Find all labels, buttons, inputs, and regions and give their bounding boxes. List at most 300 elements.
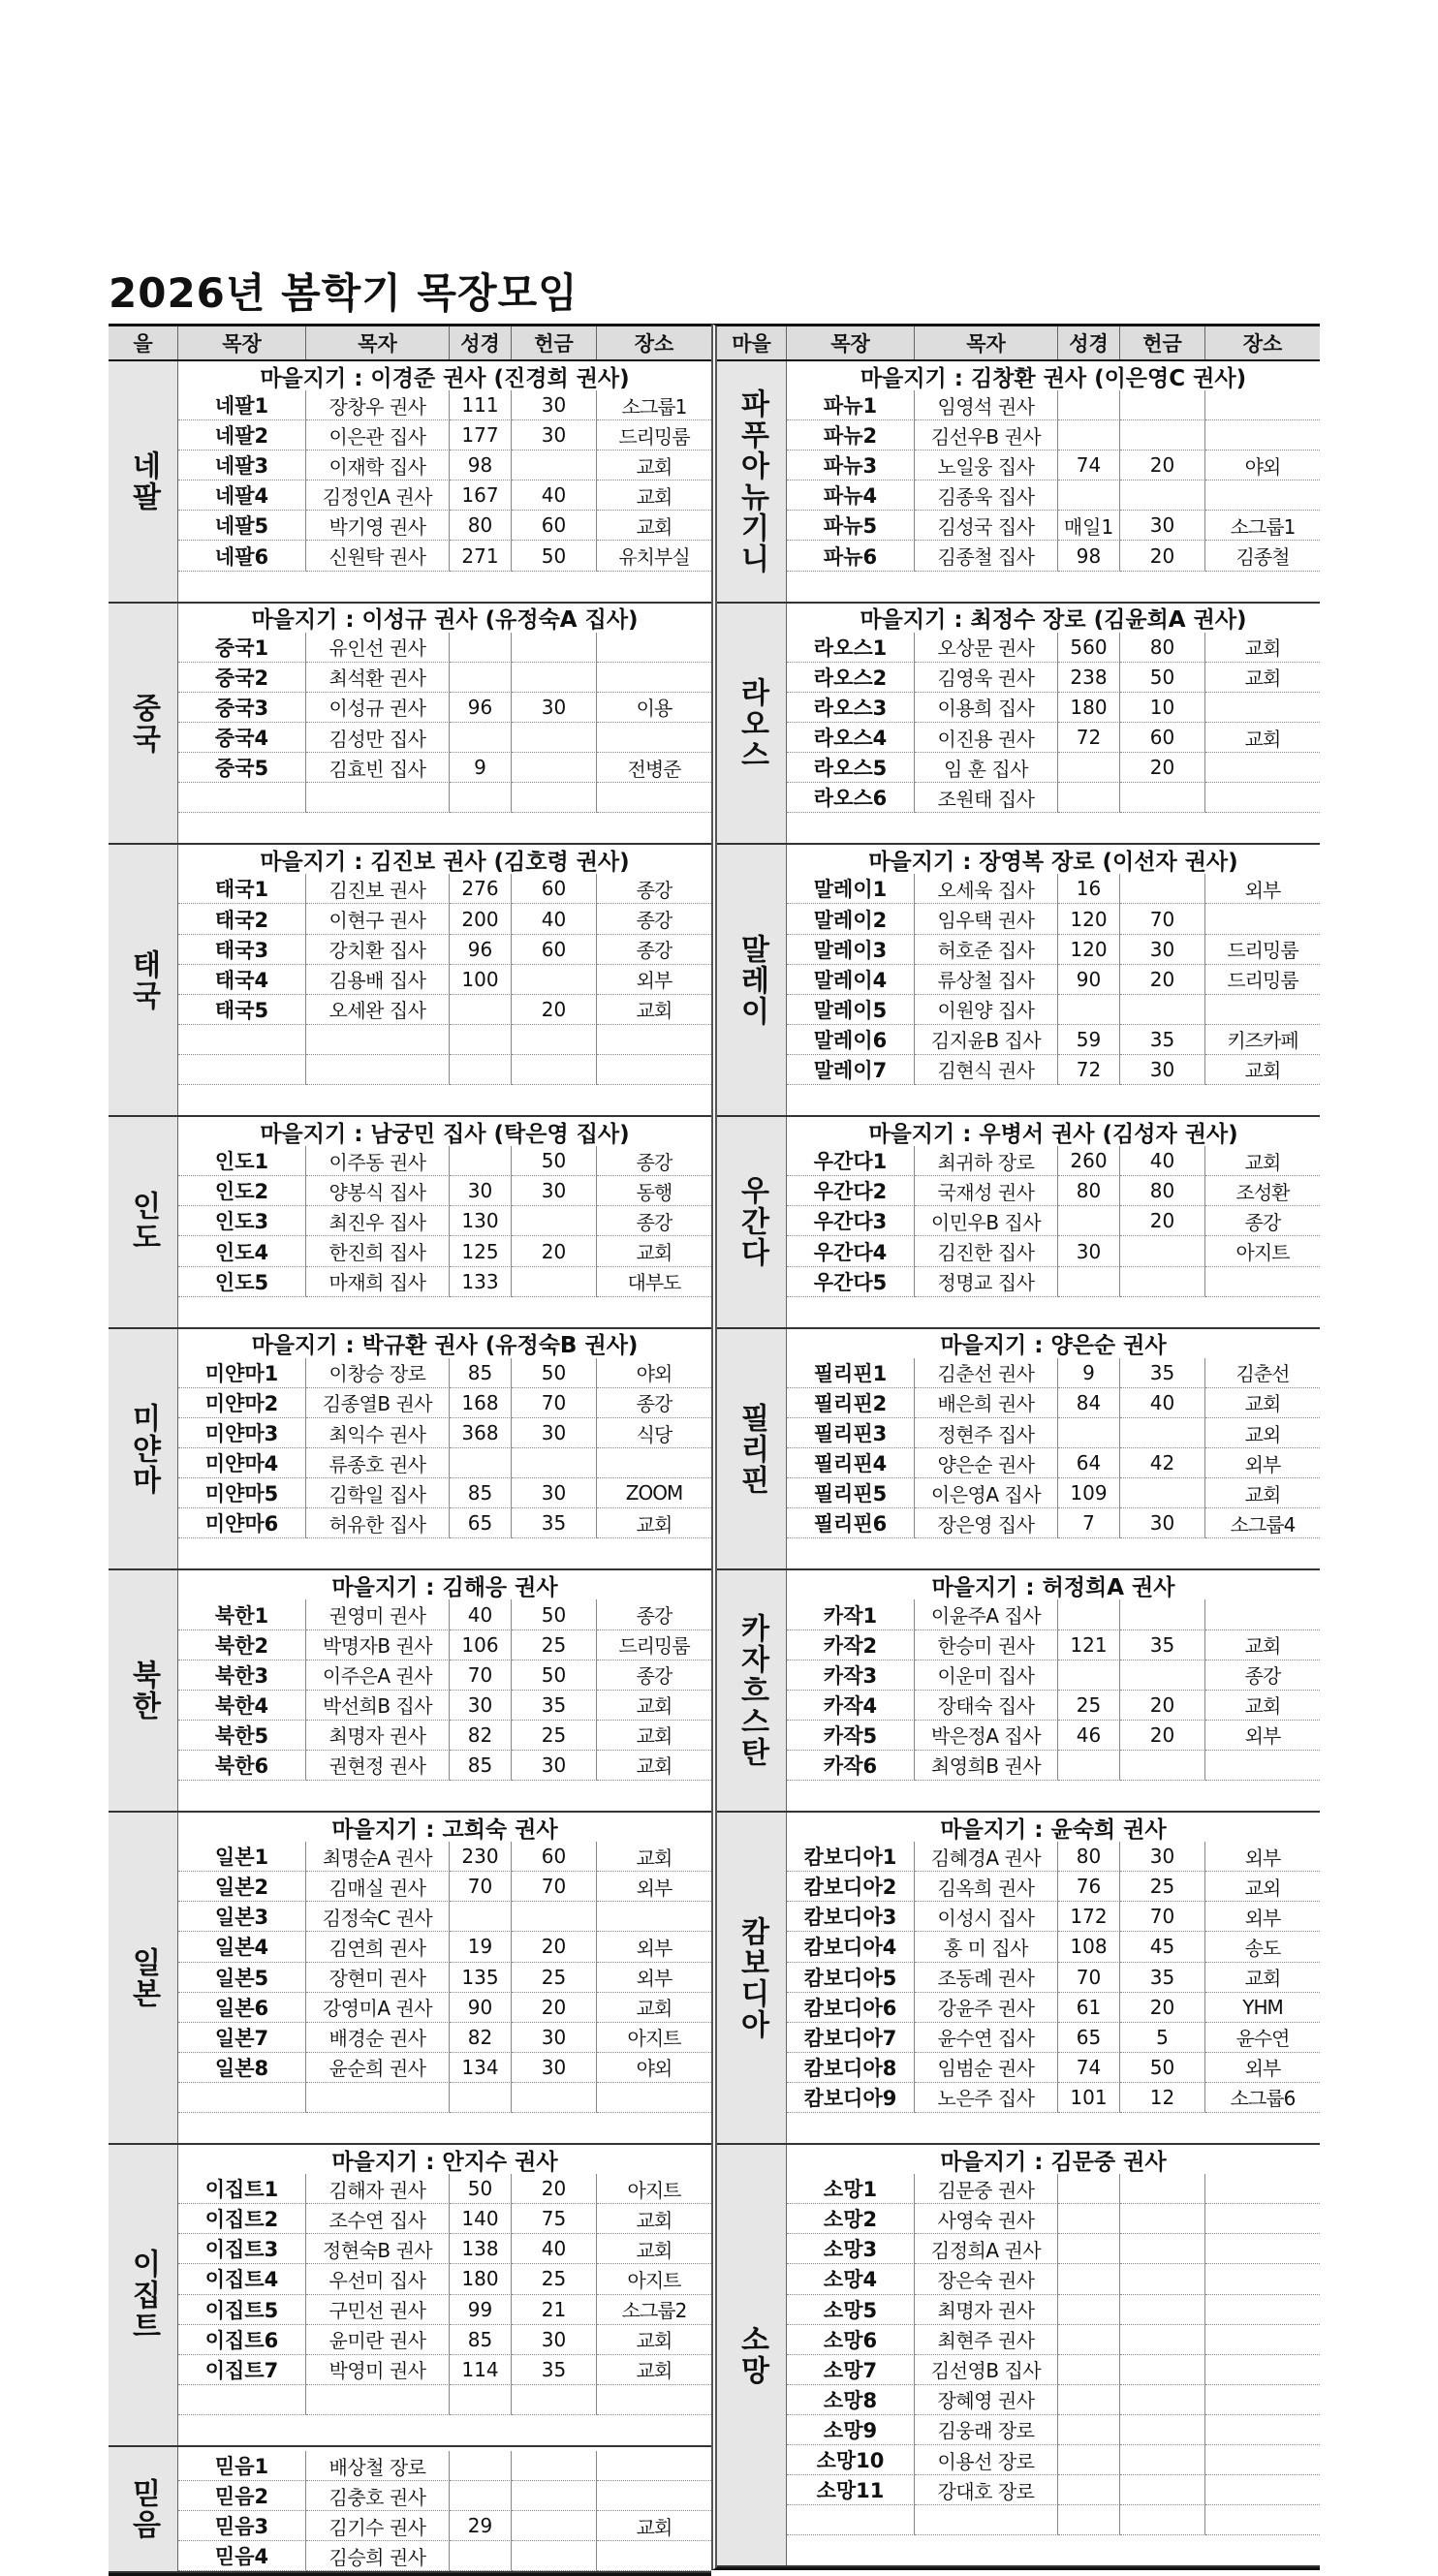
offering-cell: 30 [1120,1842,1205,1872]
group-cell: 말레이7 [787,1055,915,1085]
shepherd-cell: 이은관 집사 [306,420,450,450]
place-cell: 조성환 [1205,1176,1320,1206]
shepherd-cell: 김매실 권사 [306,1872,450,1902]
group-cell: 일본7 [178,2023,306,2053]
group-cell: 믿음3 [178,2511,306,2541]
group-cell: 인도2 [178,1176,306,1206]
offering-cell: 20 [1120,541,1205,571]
group-cell: 네팔5 [178,511,306,541]
group-cell: 카작4 [787,1691,915,1721]
place-cell [1205,2325,1320,2355]
place-cell: 드리밍룸 [597,1630,711,1660]
group-cell: 소망9 [787,2415,915,2445]
shepherd-cell: 구민선 권사 [306,2295,450,2325]
group-cell: 캄보디아7 [787,2023,915,2053]
shepherd-cell: 강대호 장로 [915,2475,1058,2505]
village-name [109,604,178,844]
table-row [787,2083,1320,2113]
village-name [109,1117,178,1327]
offering-cell: 35 [1120,1358,1205,1388]
group-cell: 파뉴6 [787,541,915,571]
place-cell: 교회 [597,995,711,1025]
group-cell: 인도4 [178,1236,306,1266]
shepherd-cell: 홍 미 집사 [915,1932,1058,1962]
group-cell [178,2385,306,2415]
shepherd-cell: 박선희B 집사 [306,1691,450,1721]
village-name-text: 믿음 [126,2478,161,2541]
place-cell: 종강 [597,1599,711,1629]
offering-cell: 70 [512,1388,597,1418]
village-body [787,1813,1320,2143]
bible-cell: 168 [450,1388,512,1418]
group-cell: 라오스3 [787,693,915,723]
group-cell: 캄보디아3 [787,1902,915,1932]
shepherd-cell: 장혜영 권사 [915,2385,1058,2415]
shepherd-cell: 김웅래 장로 [915,2415,1058,2445]
group-cell: 미얀마1 [178,1358,306,1388]
group-cell [178,783,306,813]
bible-cell: 85 [450,1478,512,1508]
bible-cell: 90 [450,1993,512,2023]
offering-cell: 20 [1120,1721,1205,1751]
group-cell: 카작6 [787,1751,915,1781]
bible-cell [1058,2295,1120,2325]
village-body [178,2145,711,2445]
bible-cell: 98 [1058,541,1120,571]
group-cell: 캄보디아2 [787,1872,915,1902]
right-header-row [717,326,1320,361]
shepherd-cell: 김종욱 집사 [915,481,1058,511]
group-cell: 소망1 [787,2174,915,2204]
group-cell: 일본1 [178,1842,306,1872]
table-row [787,1448,1320,1478]
village-leader: 마을지기 : 우병서 권사 (김성자 권사) [868,1121,1238,1147]
group-cell: 북한2 [178,1630,306,1660]
bible-cell [450,1055,512,1085]
offering-cell: 20 [512,2174,597,2204]
village-name-text: 카자흐스탄 [735,1613,769,1769]
shepherd-cell [306,1055,450,1085]
shepherd-cell: 권영미 권사 [306,1599,450,1629]
place-cell: 외부 [597,1963,711,1993]
place-cell: 교회 [1205,633,1320,663]
village-block [717,1117,1320,1329]
offering-cell: 35 [1120,1630,1205,1660]
place-cell: 종강 [597,1388,711,1418]
bible-cell: 74 [1058,450,1120,481]
table-row [178,2204,711,2234]
table-row [178,693,711,723]
shepherd-cell: 최석환 권사 [306,663,450,693]
group-cell: 네팔4 [178,481,306,511]
place-cell [1205,420,1320,450]
village-block [109,2447,711,2573]
shepherd-cell: 김문중 권사 [915,2174,1058,2204]
place-cell: 아지트 [597,2264,711,2294]
village-leader: 마을지기 : 김해응 권사 [331,1574,558,1600]
offering-cell [1120,874,1205,904]
shepherd-cell: 임영석 권사 [915,390,1058,420]
group-cell: 태국5 [178,995,306,1025]
bible-cell [1058,995,1120,1025]
bible-cell: 19 [450,1932,512,1962]
group-cell: 필리핀4 [787,1448,915,1478]
header-place: 장소 [1242,332,1283,356]
group-cell: 라오스6 [787,783,915,813]
place-cell [597,663,711,693]
village-leader: 마을지기 : 김창환 권사 (이은영C 권사) [860,365,1247,391]
group-cell: 미얀마6 [178,1508,306,1538]
shepherd-cell: 김효빈 집사 [306,753,450,783]
shepherd-cell: 김종열B 권사 [306,1388,450,1418]
shepherd-cell: 김영욱 권사 [915,663,1058,693]
offering-cell: 20 [1120,1993,1205,2023]
offering-cell: 20 [1120,1691,1205,1721]
table-row [178,2355,711,2385]
offering-cell [512,1025,597,1055]
shepherd-cell: 국재성 권사 [915,1176,1058,1206]
offering-cell: 21 [512,2295,597,2325]
village-body [178,845,711,1115]
bible-cell: 85 [450,2325,512,2355]
bible-cell: 560 [1058,633,1120,663]
place-cell: YHM [1205,1993,1320,2023]
table-row [178,1751,711,1781]
bible-cell: 125 [450,1236,512,1266]
shepherd-cell: 윤수연 집사 [915,2023,1058,2053]
shepherd-cell: 이성시 집사 [915,1902,1058,1932]
shepherd-cell: 이재학 집사 [306,450,450,481]
shepherd-cell: 임우택 권사 [915,904,1058,934]
village-block [717,1813,1320,2145]
offering-cell: 30 [512,390,597,420]
offering-cell: 25 [512,1721,597,1751]
village-body [178,1813,711,2143]
place-cell: 아지트 [597,2174,711,2204]
offering-cell [1120,1267,1205,1297]
offering-cell [1120,2445,1205,2475]
offering-cell: 40 [1120,1388,1205,1418]
shepherd-cell: 임범순 권사 [915,2053,1058,2083]
offering-cell: 25 [512,2264,597,2294]
offering-cell [1120,2295,1205,2325]
table-row [787,1025,1320,1055]
place-cell: 외부 [1205,1902,1320,1932]
place-cell: 교회 [597,450,711,481]
village-block [109,361,711,604]
place-cell: 야외 [1205,450,1320,481]
village-name-text: 파푸아뉴기니 [735,388,769,574]
place-cell [1205,2445,1320,2475]
header-offering: 헌금 [512,326,597,359]
group-cell: 미얀마2 [178,1388,306,1418]
bible-cell: 30 [450,1691,512,1721]
place-cell [1205,2385,1320,2415]
village-body [787,845,1320,1115]
offering-cell [1120,2385,1205,2415]
place-cell [597,1902,711,1932]
bible-cell [450,1448,512,1478]
table-row [787,450,1320,481]
bible-cell [1058,1418,1120,1448]
offering-cell: 30 [512,2053,597,2083]
group-cell: 소망7 [787,2355,915,2385]
group-cell: 태국1 [178,874,306,904]
bible-cell: 59 [1058,1025,1120,1055]
offering-cell: 70 [1120,904,1205,934]
place-cell [597,1025,711,1055]
shepherd-cell: 김선우B 권사 [915,420,1058,450]
place-cell: 외부 [597,1872,711,1902]
group-cell: 말레이5 [787,995,915,1025]
table-row [787,2415,1320,2445]
offering-cell: 20 [1120,450,1205,481]
shepherd-cell [915,2505,1058,2535]
left-table [109,324,711,2576]
shepherd-cell: 장창우 권사 [306,390,450,420]
bible-cell: 50 [450,2174,512,2204]
table-row [178,2053,711,2083]
bible-cell [1058,783,1120,813]
place-cell: 김종철 [1205,541,1320,571]
table-row [178,1055,711,1085]
header-bible: 성경 [1058,326,1120,359]
place-cell [1205,1751,1320,1781]
bible-cell [1058,1206,1120,1236]
offering-cell: 60 [512,874,597,904]
group-cell: 파뉴3 [787,450,915,481]
village-body [178,2447,711,2571]
group-cell: 이집트4 [178,2264,306,2294]
place-cell: 외부 [1205,1842,1320,1872]
shepherd-cell: 이용희 집사 [915,693,1058,723]
table-row [787,481,1320,511]
header-group: 목장 [787,326,915,359]
bible-cell [1058,1751,1120,1781]
village-name [109,845,178,1115]
village-leader: 마을지기 : 고희숙 권사 [331,1816,558,1843]
village-name-text: 네팔 [126,450,161,512]
bible-cell [1058,2385,1120,2415]
shepherd-cell: 윤미란 권사 [306,2325,450,2355]
shepherd-cell: 최명순A 권사 [306,1842,450,1872]
group-cell: 믿음2 [178,2481,306,2511]
village-block [109,1117,711,1329]
place-cell: 교회 [1205,663,1320,693]
group-cell: 네팔1 [178,390,306,420]
table-row [178,450,711,481]
shepherd-cell: 김진보 권사 [306,874,450,904]
group-cell: 파뉴2 [787,420,915,450]
bible-cell [450,2385,512,2415]
village-block [109,2145,711,2447]
offering-cell: 10 [1120,693,1205,723]
offering-cell: 35 [1120,1963,1205,1993]
offering-cell: 30 [512,2023,597,2053]
place-cell [1205,481,1320,511]
offering-cell [512,965,597,995]
bible-cell: 25 [1058,1691,1120,1721]
place-cell [597,2541,711,2571]
shepherd-cell: 류종호 권사 [306,1448,450,1478]
place-cell [1205,2204,1320,2234]
shepherd-cell: 이현구 권사 [306,904,450,934]
shepherd-cell [306,783,450,813]
header-place: 장소 [634,332,674,356]
bible-cell: 134 [450,2053,512,2083]
bible-cell: 200 [450,904,512,934]
table-row [787,1963,1320,1993]
offering-cell [512,2083,597,2113]
place-cell: 교회 [1205,1963,1320,1993]
group-cell [787,2505,915,2535]
table-row [787,390,1320,420]
table-row [787,1751,1320,1781]
place-cell [1205,2475,1320,2505]
table-row [787,2355,1320,2385]
shepherd-cell [306,1025,450,1055]
offering-cell [1120,2415,1205,2445]
offering-cell [1120,2505,1205,2535]
place-cell [597,2083,711,2113]
offering-cell: 20 [512,1236,597,1266]
offering-cell: 30 [512,420,597,450]
village-leader: 마을지기 : 이성규 권사 (유정숙A 집사) [251,607,639,634]
header-bible: 성경 [450,326,512,359]
bible-cell: 138 [450,2234,512,2264]
place-cell: 외부 [1205,2053,1320,2083]
place-cell: 종강 [597,874,711,904]
table-row [178,1508,711,1538]
place-cell: 교회 [1205,1388,1320,1418]
group-cell: 필리핀6 [787,1508,915,1538]
offering-cell: 60 [1120,723,1205,753]
group-cell: 소망5 [787,2295,915,2325]
group-cell: 이집트3 [178,2234,306,2264]
group-cell: 중국4 [178,723,306,753]
bible-cell [1058,2264,1120,2294]
bible-cell: 167 [450,481,512,511]
bible-cell: 99 [450,2295,512,2325]
bible-cell [450,2541,512,2571]
group-cell: 미얀마5 [178,1478,306,1508]
place-cell: 소그룹4 [1205,1508,1320,1538]
bible-cell: 82 [450,2023,512,2053]
bible-cell: 82 [450,1721,512,1751]
table-row [787,2505,1320,2535]
group-cell: 일본5 [178,1963,306,1993]
table-row [178,1599,711,1629]
group-cell: 라오스5 [787,753,915,783]
table-row [178,1206,711,1236]
bible-cell [1058,1599,1120,1629]
offering-cell [1120,1478,1205,1508]
shepherd-cell: 김연희 권사 [306,1932,450,1962]
bible-cell: 90 [1058,965,1120,995]
village-body [787,1570,1320,1811]
place-cell: 외부 [1205,1448,1320,1478]
table-row [787,995,1320,1025]
offering-cell: 35 [512,2355,597,2385]
group-cell: 우간다5 [787,1267,915,1297]
offering-cell [1120,2475,1205,2505]
group-cell: 일본4 [178,1932,306,1962]
place-cell [1205,904,1320,934]
bible-cell: 96 [450,693,512,723]
offering-cell: 5 [1120,2023,1205,2053]
village-block [109,1570,711,1813]
shepherd-cell: 김해자 권사 [306,2174,450,2204]
table-row [178,2295,711,2325]
offering-cell [1120,420,1205,450]
offering-cell: 30 [512,1418,597,1448]
bible-cell: 114 [450,2355,512,2385]
shepherd-cell: 이창승 장로 [306,1358,450,1388]
offering-cell: 40 [512,481,597,511]
place-cell [597,2451,711,2481]
village-name [717,1329,787,1569]
place-cell: 대부도 [597,1267,711,1297]
shepherd-cell: 이운미 집사 [915,1660,1058,1691]
village-name-text: 소망 [735,2324,769,2387]
offering-cell: 30 [512,1751,597,1781]
village-block [717,604,1320,846]
shepherd-cell: 양은순 권사 [915,1448,1058,1478]
offering-cell: 35 [512,1508,597,1538]
offering-cell [1120,1599,1205,1629]
offering-cell: 25 [512,1963,597,1993]
table-row [787,1842,1320,1872]
village-name [717,361,787,602]
shepherd-cell: 이원양 집사 [915,995,1058,1025]
bible-cell: 61 [1058,1993,1120,2023]
shepherd-cell: 장은숙 권사 [915,2264,1058,2294]
bible-cell [1058,1267,1120,1297]
place-cell: 종강 [1205,1660,1320,1691]
bible-cell: 172 [1058,1902,1120,1932]
group-cell: 믿음4 [178,2541,306,2571]
offering-cell: 20 [512,995,597,1025]
bible-cell: 276 [450,874,512,904]
place-cell: 외부 [597,1932,711,1962]
place-cell [1205,783,1320,813]
place-cell: 드리밍룸 [1205,965,1320,995]
shepherd-cell: 정현숙B 권사 [306,2234,450,2264]
group-cell: 미얀마3 [178,1418,306,1448]
offering-cell: 35 [512,1691,597,1721]
table-row [178,1267,711,1297]
group-cell: 카작2 [787,1630,915,1660]
village-leader: 마을지기 : 김문중 권사 [940,2149,1167,2175]
group-cell: 태국2 [178,904,306,934]
table-row [787,1660,1320,1691]
group-cell: 인도5 [178,1267,306,1297]
shepherd-cell: 김선영B 집사 [915,2355,1058,2385]
village-name-text: 이집트 [126,2249,161,2343]
shepherd-cell: 최진우 집사 [306,1206,450,1236]
offering-cell [1120,390,1205,420]
group-cell: 일본3 [178,1902,306,1932]
group-cell: 이집트1 [178,2174,306,2204]
shepherd-cell: 류상철 집사 [915,965,1058,995]
place-cell: 외부 [1205,1721,1320,1751]
place-cell [1205,995,1320,1025]
bible-cell [450,1902,512,1932]
group-cell: 태국3 [178,935,306,965]
offering-cell: 70 [1120,1902,1205,1932]
table-row [787,2475,1320,2505]
place-cell [1205,2295,1320,2325]
